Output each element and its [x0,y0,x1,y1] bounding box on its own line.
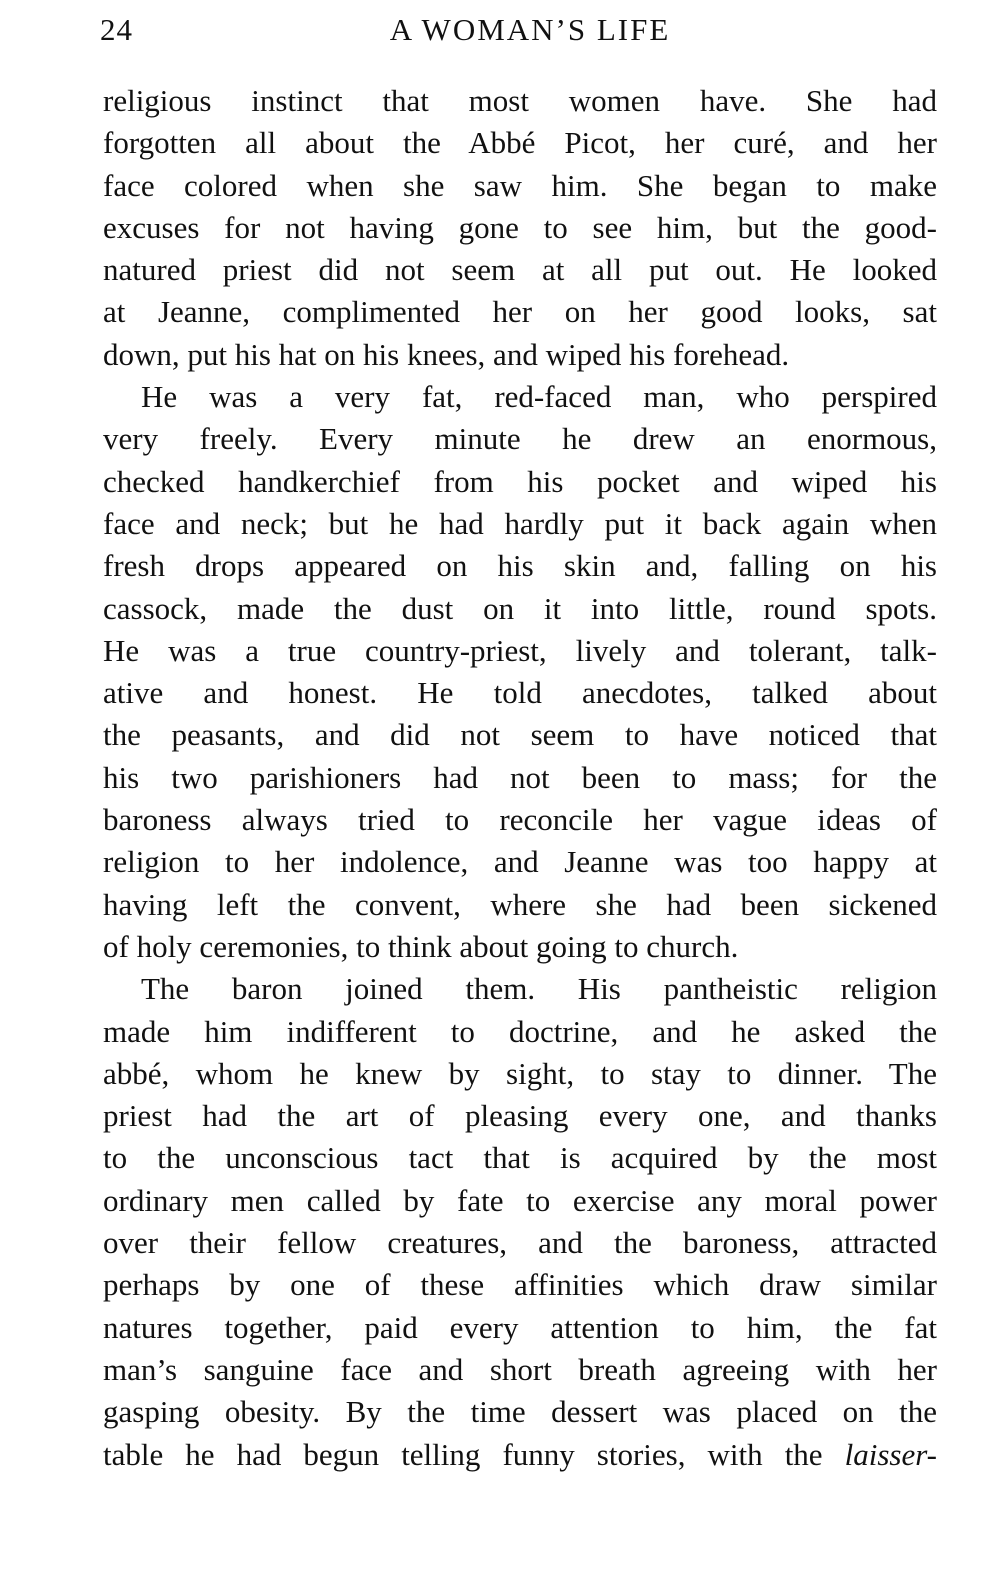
text-line: religion to her indolence, and Jeanne was too happy at [103,844,937,880]
text-line: man’s sanguine face and short breath agreeing with her [103,1351,937,1387]
text-line: over their fellow creatures, and the baroness, attracted [103,1225,937,1261]
text-line: baroness always tried to reconcile her vague ideas of [103,802,937,838]
text-line: face and neck; but he had hardly put it back again when [103,505,937,541]
text-line: of holy ceremonies, to think about going to church. [103,928,739,964]
text-line: perhaps by one of these affinities which draw similar [103,1267,937,1303]
text-line: very freely. Every minute he drew an enormous, [103,421,937,457]
running-head [100,8,940,52]
italic-word: laisser- [844,1436,937,1472]
text-line: his two parishioners had not been to mass; for the [103,759,937,795]
text-line: abbé, whom he knew by sight, to stay to dinner. The [103,1055,937,1091]
text-line: gasping obesity. By the time dessert was placed on the [103,1394,937,1430]
text-line: ative and honest. He told anecdotes, talked about [103,675,937,711]
text-line: made him indifferent to doctrine, and he asked the [103,1013,937,1049]
text-line: face colored when she saw him. She began to make [103,167,937,203]
text-line: fresh drops appeared on his skin and, falling on his [103,548,937,584]
text-line: down, put his hat on his knees, and wiped his forehead. [103,336,790,372]
text-line: natures together, paid every attention to him, the fat [103,1309,937,1345]
text-line: checked handkerchief from his pocket and wiped his [103,463,937,499]
page-number: 24 [100,12,133,47]
text-line: He was a true country-priest, lively and tolerant, talk- [103,632,937,668]
text-line: having left the convent, where she had been sickened [103,886,937,922]
paragraph-first-line: He was a very fat, red-faced man, who perspired [141,379,937,415]
paragraph-first-line: The baron joined them. His pantheistic religion [141,971,937,1007]
text-line: natured priest did not seem at all put out. He looked [103,252,937,288]
text-line: at Jeanne, complimented her on her good looks, sat [103,294,937,330]
body-text [103,80,937,1476]
text-line-final-roman: table he had begun telling funny stories, with the [103,1436,845,1472]
text-line: ordinary men called by fate to exercise any moral power [103,1182,937,1218]
text-line: to the unconscious tact that is acquired by the most [103,1140,937,1176]
running-title: A WOMAN’S LIFE [389,12,671,47]
text-line: religious instinct that most women have. She had [103,83,937,118]
text-line: cassock, made the dust on it into little, round spots. [103,590,937,626]
text-line: excuses for not having gone to see him, but the good- [103,209,937,245]
text-line: forgotten all about the Abbé Picot, her curé, and her [103,125,937,161]
text-line-final [103,1434,937,1476]
text-line: the peasants, and did not seem to have noticed that [103,717,937,753]
text-line: priest had the art of pleasing every one, and thanks [103,1098,937,1134]
